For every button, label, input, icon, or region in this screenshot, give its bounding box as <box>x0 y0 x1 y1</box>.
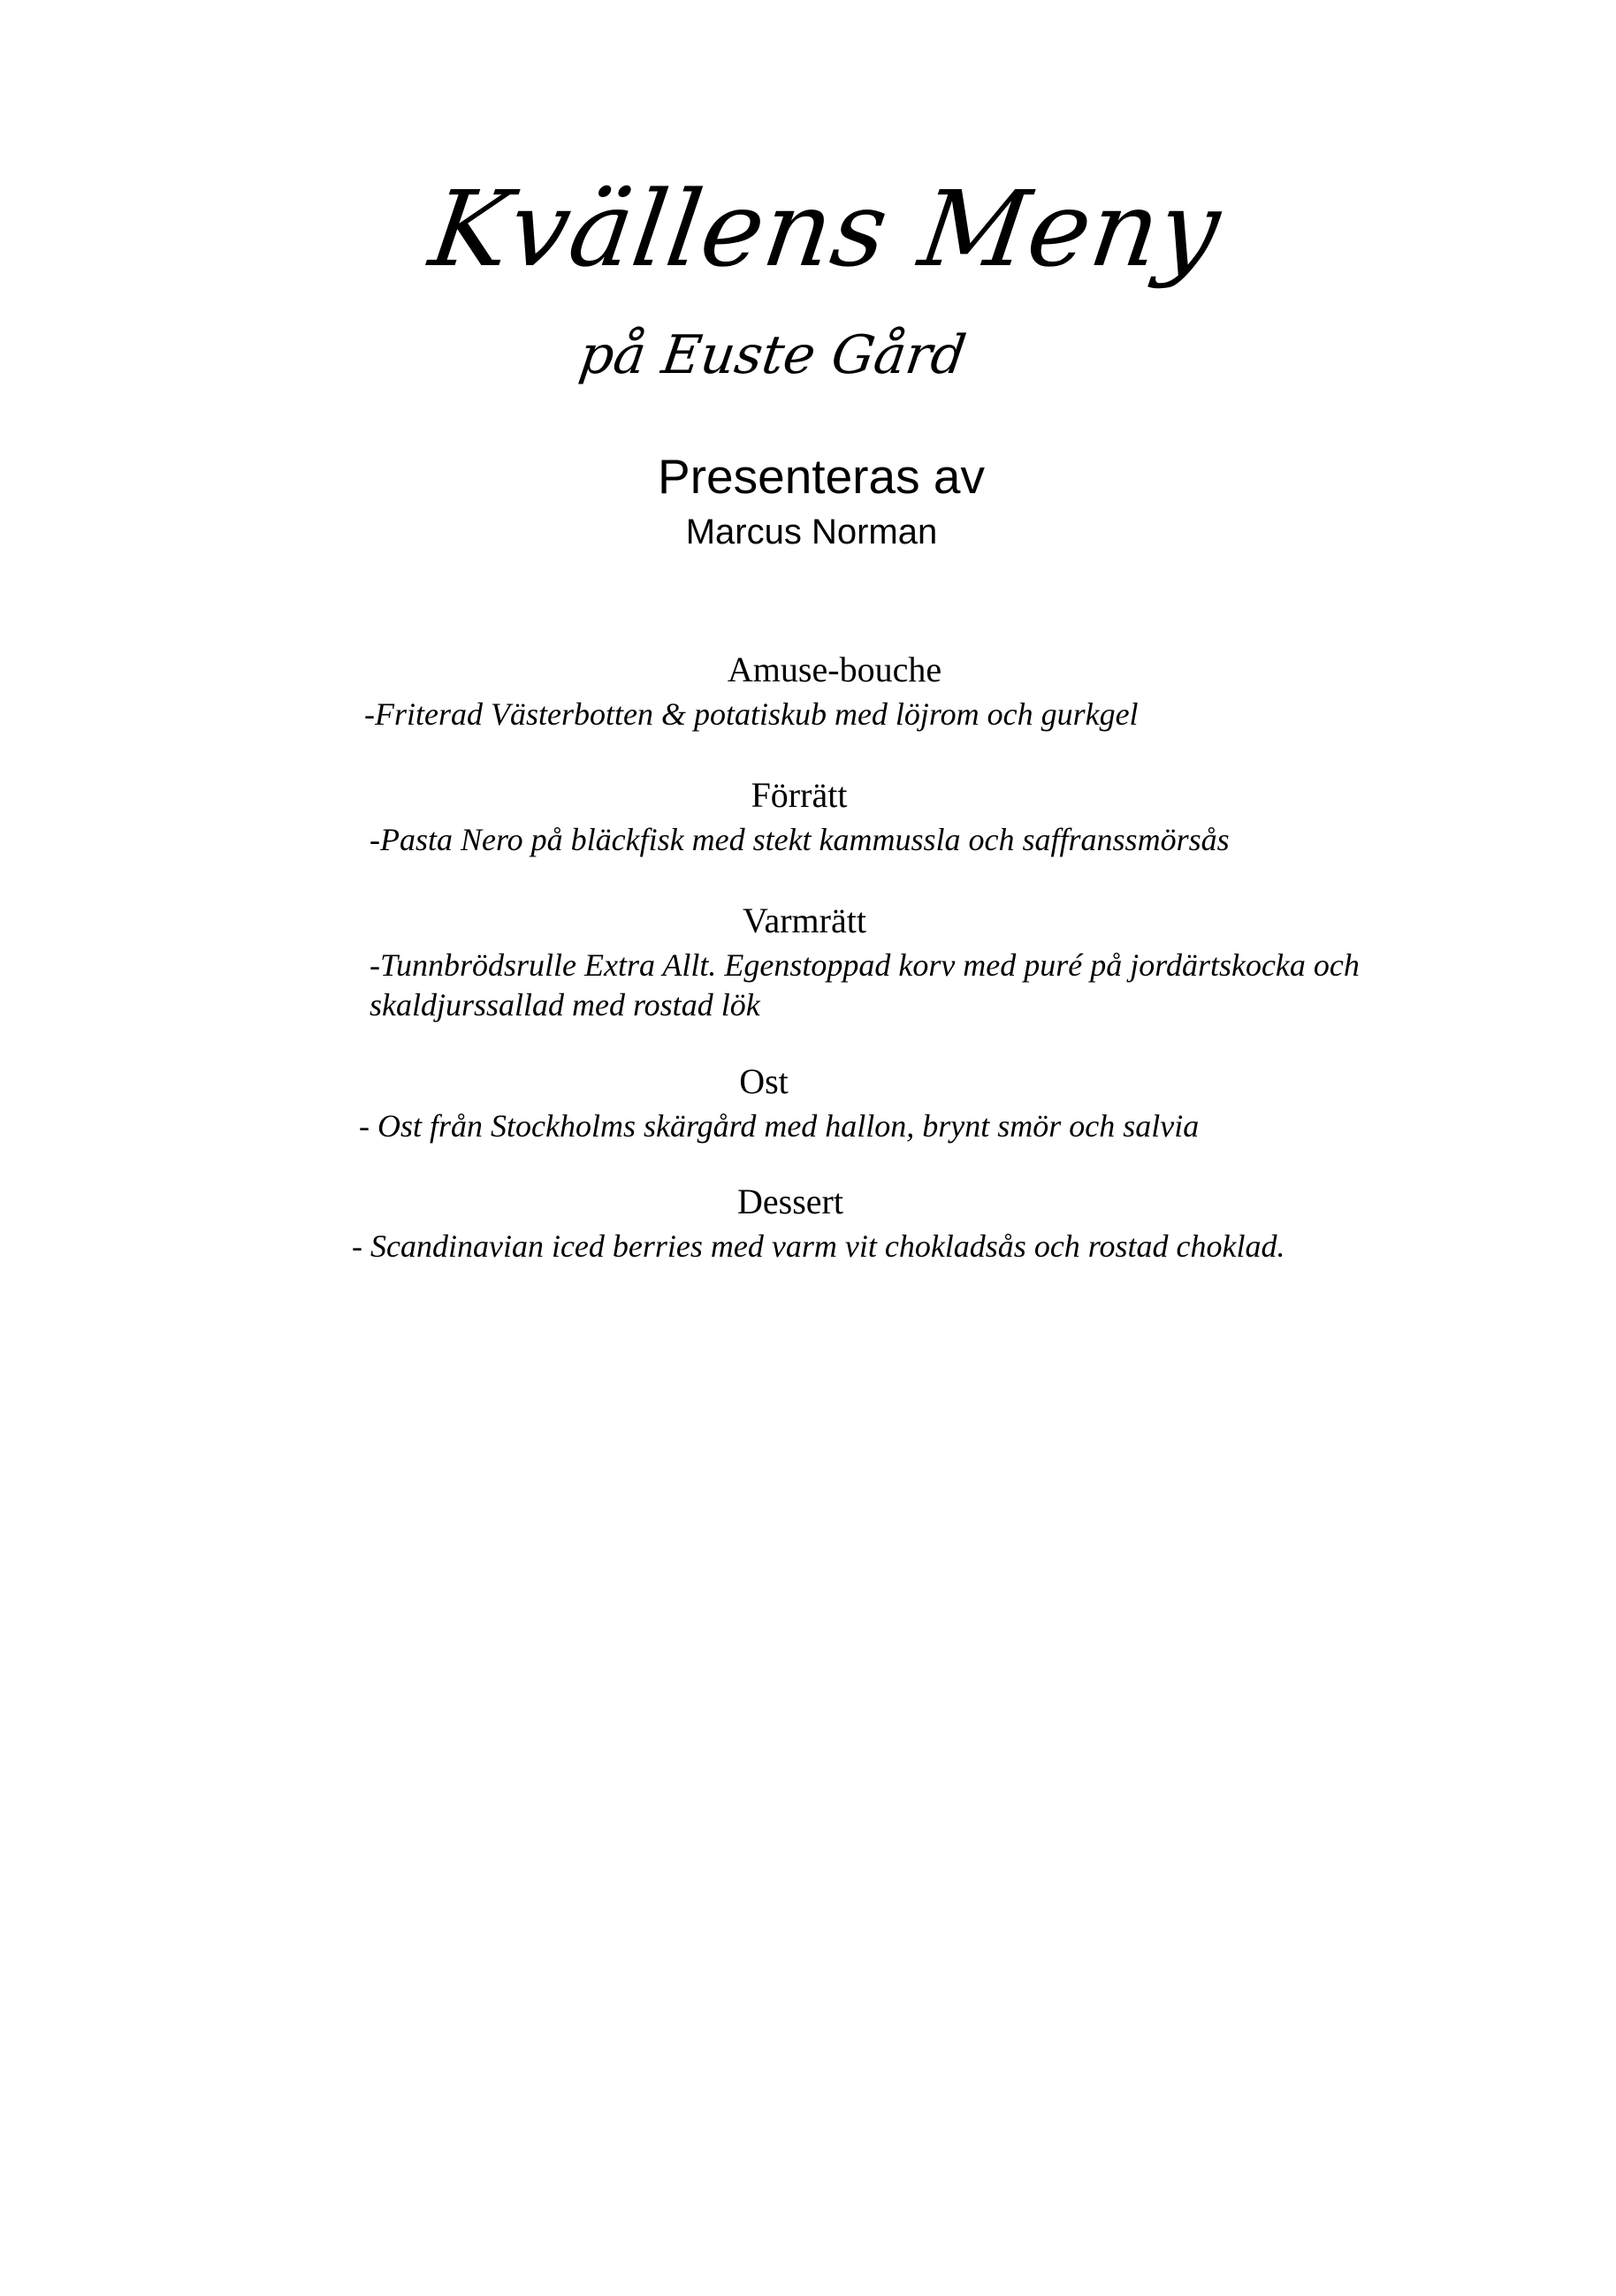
course-description-ost: - Ost från Stockholms skärgård med hallon, brynt smör och salvia <box>359 1108 1200 1144</box>
course-heading-amuse-bouche: Amuse-bouche <box>727 650 942 689</box>
course-description-amuse-bouche: -Friterad Västerbotten & potatiskub med löjrom och gurkgel <box>364 696 1139 732</box>
course-heading-ost: Ost <box>739 1061 789 1101</box>
presenter-name: Marcus Norman <box>685 513 938 551</box>
course-heading-dessert: Dessert <box>737 1182 843 1221</box>
course-description-varmratt: -Tunnbrödsrulle Extra Allt. Egenstoppad korv med puré på jordärtskocka och skaldjurssallad med rostad lök <box>370 947 1360 1023</box>
menu-title: Kvällens Meny <box>423 168 1229 290</box>
course-description-forratt: -Pasta Nero på bläckfisk med stekt kammussla och saffranssmörsås <box>370 822 1230 857</box>
menu-subtitle: på Euste Gård <box>576 324 970 386</box>
course-heading-varmratt: Varmrätt <box>743 901 866 940</box>
course-description-dessert: - Scandinavian iced berries med varm vit chokladsås och rostad choklad. <box>352 1228 1285 1264</box>
presenter-label: Presenteras av <box>658 449 985 504</box>
course-heading-forratt: Förrätt <box>751 775 848 815</box>
